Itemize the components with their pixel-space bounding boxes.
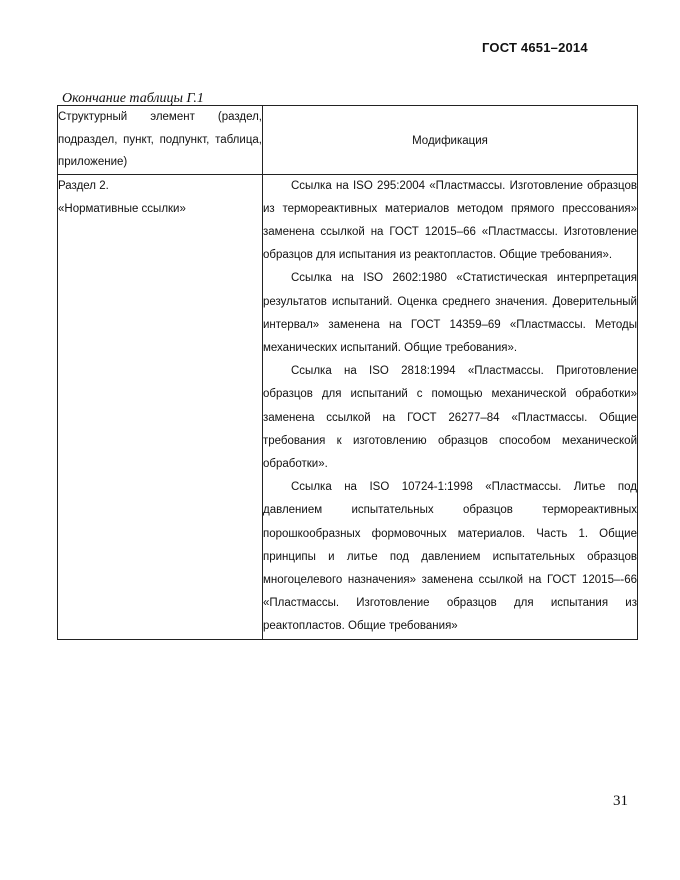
column-header-structural-element: Структурный элемент (раздел, подраздел, пункт, подпункт, таблица, приложение) xyxy=(58,106,263,175)
modification-table xyxy=(57,105,638,640)
page-number: 31 xyxy=(613,793,628,809)
column-header-modification-label: Модификация xyxy=(412,134,488,147)
section-cell xyxy=(58,174,263,639)
modification-paragraph: Ссылка на ISO 295:2004 «Пластмассы. Изготовление образцов из термореактивных материалов методом прямого прессования» заменена ссылкой на ГОСТ 12015–66 «Пластмассы. Изготовление образцов для испытания из реактопластов. Общие требования». xyxy=(263,179,637,262)
section-title: «Нормативные ссылки» xyxy=(58,202,186,215)
modification-paragraph: Ссылка на ISO 2818:1994 «Пластмассы. Приготовление образцов для испытаний с помощью механической обработки» заменена ссылкой на ГОСТ 26277–84 «Пластмассы. Общие требования к изготовлению образцов способом механической обработки». xyxy=(263,365,637,470)
column-header-modification xyxy=(263,106,638,175)
document-code: ГОСТ 4651–2014 xyxy=(482,40,588,55)
table-header-row xyxy=(58,106,638,175)
modification-paragraph: Ссылка на ISO 2602:1980 «Статистическая интерпретация результатов испытаний. Оценка среднего значения. Доверительный интервал» заменена на ГОСТ 14359–69 «Пластмассы. Методы механических испытаний. Общие требования». xyxy=(263,272,637,354)
table-row xyxy=(58,174,638,639)
modification-paragraph: Ссылка на ISO 10724-1:1998 «Пластмассы. Литье под давлением испытательных образцов термореактивных порошкообразных формовочных материалов. Часть 1. Общие принципы и литье под давлением испытательных образцов многоцелевого назначения» заменена ссылкой на ГОСТ 12015–-66 «Пластмассы. Изготовление образцов для испытания из реактопластов. Общие требования» xyxy=(263,481,637,633)
table-caption: Окончание таблицы Г.1 xyxy=(62,91,204,106)
modification-cell xyxy=(263,174,638,639)
section-number: Раздел 2. xyxy=(58,179,109,192)
